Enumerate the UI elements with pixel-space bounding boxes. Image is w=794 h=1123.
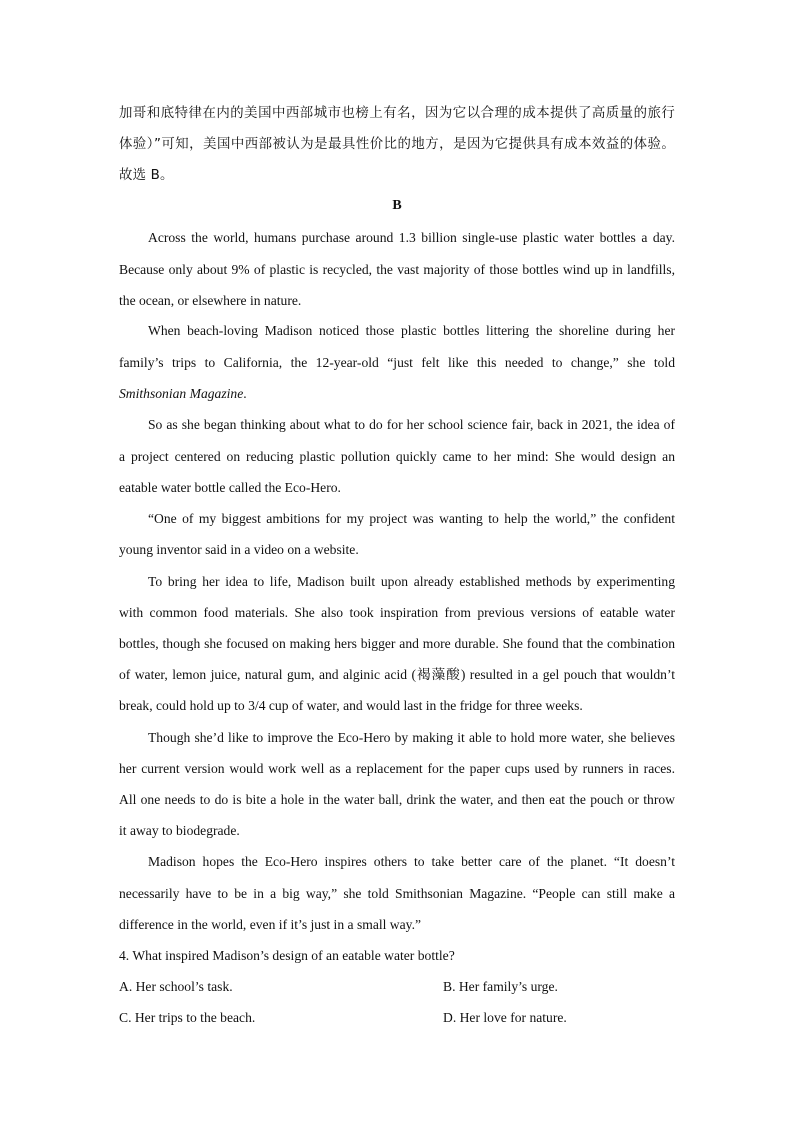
passage-p7-line-2: necessarily have to be in a big way,” she told Smithsonian Magazine. “People can still make a: [119, 886, 675, 901]
passage-p5-line-2: with common food materials. She also took inspiration from previous versions of eatable water: [119, 605, 675, 620]
passage-p2-line-1: When beach-loving Madison noticed those plastic bottles littering the shoreline during her: [148, 323, 675, 338]
option-a[interactable]: A. Her school’s task.: [119, 979, 233, 994]
passage-p1-line-3: the ocean, or elsewhere in nature.: [119, 293, 302, 308]
passage-p5-line-3: bottles, though she focused on making hers bigger and more durable. She found that the combination: [119, 636, 675, 651]
passage-p3-line-1: So as she began thinking about what to do for her school science fair, back in 2021, the idea of: [148, 417, 675, 432]
passage-p5-line-5: break, could hold up to 3/4 cup of water, and would last in the fridge for three weeks.: [119, 698, 583, 713]
prev-answer-line-2: 体验）”可知，美国中西部被认为是最具性价比的地方，是因为它提供具有成本效益的体验。: [119, 137, 675, 152]
option-b[interactable]: B. Her family’s urge.: [443, 979, 558, 994]
passage-p2-line-3: [119, 385, 675, 403]
passage-p5-line-4: of water, lemon juice, natural gum, and alginic acid (褐藻酸) resulted in a gel pouch that wouldn’t: [119, 667, 675, 682]
passage-p1-line-2: Because only about 9% of plastic is recycled, the vast majority of those bottles wind up in landfills,: [119, 262, 675, 277]
prev-answer-line-1: 加哥和底特律在内的美国中西部城市也榜上有名，因为它以合理的成本提供了高质量的旅行: [119, 106, 675, 121]
question-stem: 4. What inspired Madison’s design of an eatable water bottle?: [119, 948, 455, 963]
passage-p3-line-3: eatable water bottle called the Eco-Hero.: [119, 480, 341, 495]
period: .: [243, 386, 247, 401]
passage-p4-line-2: young inventor said in a video on a website.: [119, 542, 359, 557]
passage-p3-line-2: a project centered on reducing plastic pollution quickly came to her mind: She would design an: [119, 449, 675, 464]
magazine-title: Smithsonian Magazine: [119, 386, 244, 401]
passage-p6-line-2: her current version would work well as a replacement for the paper cups used by runners in races.: [119, 761, 675, 776]
passage-p6-line-3: All one needs to do is bite a hole in the water ball, drink the water, and then eat the pouch or throw: [119, 792, 675, 807]
section-title: B: [392, 198, 402, 213]
passage-p1-line-1: Across the world, humans purchase around 1.3 billion single-use plastic water bottles a day.: [148, 230, 675, 245]
passage-p4-line-1: “One of my biggest ambitions for my project was wanting to help the world,” the confident: [148, 511, 675, 526]
option-d[interactable]: D. Her love for nature.: [443, 1010, 567, 1025]
passage-p7-line-3: difference in the world, even if it’s just in a small way.”: [119, 917, 421, 932]
passage-p6-line-1: Though she’d like to improve the Eco-Hero by making it able to hold more water, she believes: [148, 730, 675, 745]
prev-answer-line-3: 故选 B。: [119, 168, 174, 183]
passage-p6-line-4: it away to biodegrade.: [119, 823, 240, 838]
option-c[interactable]: C. Her trips to the beach.: [119, 1010, 256, 1025]
passage-p7-line-1: Madison hopes the Eco-Hero inspires others to take better care of the planet. “It doesn’t: [148, 854, 675, 869]
passage-p2-line-2: family’s trips to California, the 12-year-old “just felt like this needed to change,” she told: [119, 355, 675, 370]
passage-p5-line-1: To bring her idea to life, Madison built upon already established methods by experimenting: [148, 574, 675, 589]
